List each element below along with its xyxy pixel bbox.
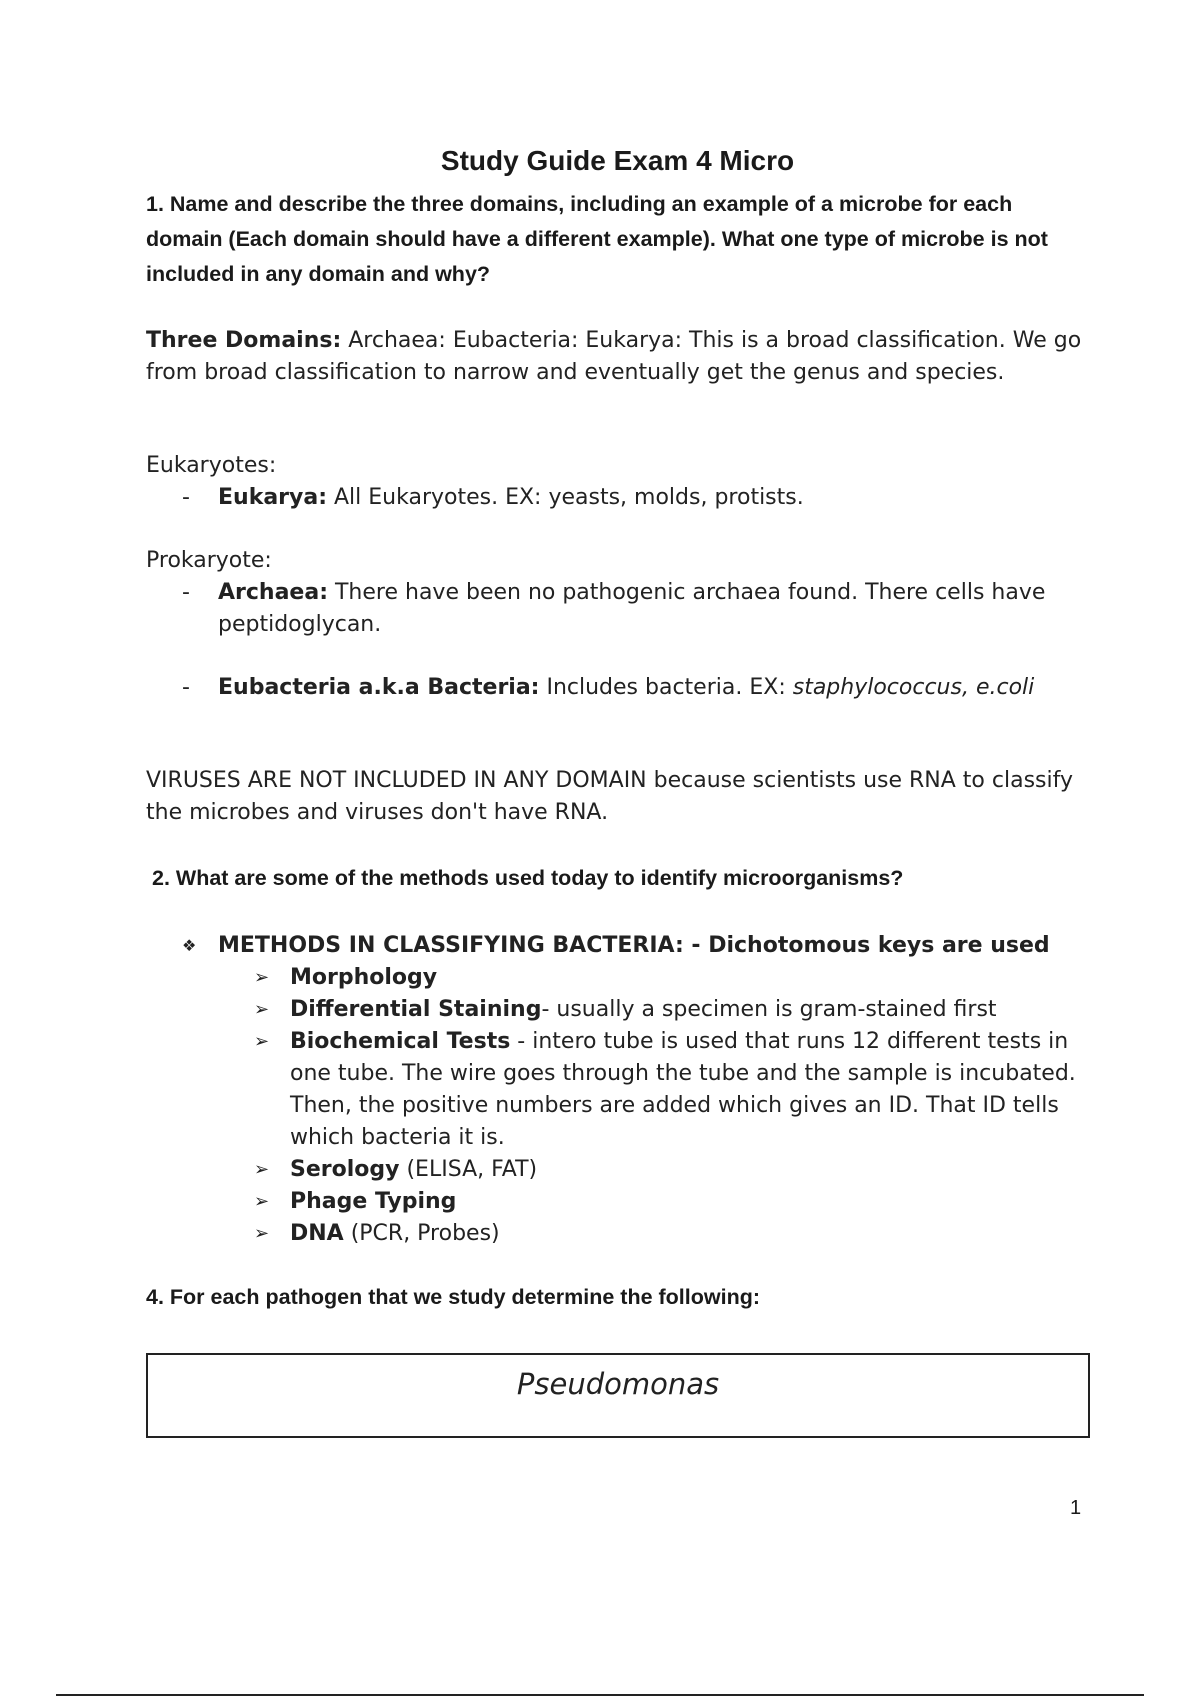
- viruses-caps: VIRUSES ARE NOT INCLUDED IN ANY DOMAIN: [146, 768, 647, 793]
- dash-marker: -: [182, 485, 190, 510]
- eubacteria-label: Eubacteria a.k.a Bacteria:: [218, 675, 540, 700]
- pathogen-table-header: [146, 1353, 1090, 1438]
- methods-heading: METHODS IN CLASSIFYING BACTERIA: - Dichotomous keys are used: [218, 933, 1050, 958]
- prokaryote-heading: Prokaryote:: [146, 548, 272, 573]
- arrow-bullet-icon: ➢: [254, 1031, 270, 1052]
- method-text: - intero tube is used that runs 12 different tests in one tube. The wire goes through the tube and the sample is incubated. Then, the positive numbers are added which gives an ID. That ID tells which bacteria it is.: [290, 1029, 1076, 1150]
- archaea-label: Archaea:: [218, 580, 328, 605]
- dash-marker: -: [182, 580, 190, 605]
- method-text: - usually a specimen is gram-stained first: [541, 997, 997, 1022]
- arrow-bullet-icon: ➢: [254, 1223, 270, 1244]
- eubacteria-example: staphylococcus, e.coli: [792, 675, 1035, 700]
- pathogen-name: Pseudomonas: [516, 1367, 720, 1401]
- eubacteria-text: Includes bacteria. EX:: [539, 675, 793, 700]
- methods-bullet: [182, 930, 1102, 962]
- eubacteria-list-item: [182, 672, 1102, 704]
- methods-sublist: [182, 962, 1102, 1250]
- method-text: (ELISA, FAT): [399, 1157, 538, 1182]
- arrow-bullet-icon: ➢: [254, 967, 270, 988]
- three-domains-text: Archaea: Eubacteria: Eukarya: This is a broad classification. We go from broad classification to narrow and eventually get the genus and species.: [146, 328, 1082, 385]
- methods-list: [182, 930, 1102, 1250]
- question-4: 4. For each pathogen that we study determine the following:: [146, 1285, 760, 1309]
- method-text: (PCR, Probes): [343, 1221, 500, 1246]
- method-label: Differential Staining: [290, 997, 542, 1022]
- three-domains-label: Three Domains:: [146, 328, 342, 353]
- eukarya-label: Eukarya:: [218, 485, 328, 510]
- eukarya-text: All Eukaryotes. EX: yeasts, molds, protists.: [327, 485, 804, 510]
- page-number: 1: [1070, 1497, 1082, 1519]
- method-label: Phage Typing: [290, 1189, 457, 1214]
- question-2: 2. What are some of the methods used today to identify microorganisms?: [152, 866, 904, 890]
- three-domains-paragraph: [146, 325, 1106, 389]
- method-label: Serology: [290, 1157, 400, 1182]
- archaea-list-item: [182, 577, 1102, 641]
- list-item: [254, 1154, 1102, 1186]
- eukarya-list-item: [182, 482, 1082, 514]
- footer-divider: [56, 1694, 1144, 1696]
- viruses-text: because scientists use RNA to classify the microbes and viruses don't have RNA.: [146, 768, 1073, 825]
- diamond-bullet-icon: ❖: [182, 936, 197, 955]
- page-title: Study Guide Exam 4 Micro: [440, 145, 795, 176]
- arrow-bullet-icon: ➢: [254, 999, 270, 1020]
- list-item: [254, 1026, 1102, 1154]
- list-item: [254, 994, 1102, 1026]
- list-item: [254, 1218, 1102, 1250]
- method-label: Morphology: [290, 965, 438, 990]
- eukaryotes-heading: Eukaryotes:: [146, 453, 277, 478]
- list-item: [254, 1186, 1102, 1218]
- dash-marker: -: [182, 675, 190, 700]
- viruses-paragraph: [146, 765, 1106, 829]
- question-1: 1. Name and describe the three domains, including an example of a microbe for each domain (Each domain should have a different example). What one type of microbe is not included in any domain and why?: [146, 192, 1048, 286]
- arrow-bullet-icon: ➢: [254, 1191, 270, 1212]
- archaea-text: There have been no pathogenic archaea found. There cells have peptidoglycan.: [218, 580, 1046, 637]
- method-label: Biochemical Tests: [290, 1029, 511, 1054]
- arrow-bullet-icon: ➢: [254, 1159, 270, 1180]
- method-label: DNA: [290, 1221, 344, 1246]
- list-item: [254, 962, 1102, 994]
